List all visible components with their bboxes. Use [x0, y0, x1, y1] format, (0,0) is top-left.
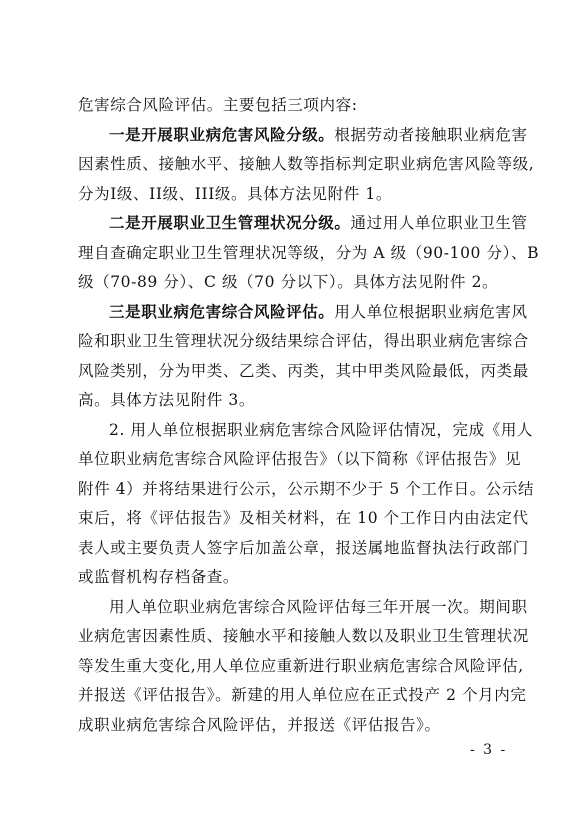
text-line: 一是开展职业病危害风险分级。根据劳动者接触职业病危害 [109, 124, 528, 144]
body-text [78, 90, 540, 739]
text-line: 2. 用人单位根据职业病危害综合风险评估情况，完成《用人 [109, 420, 534, 439]
text-line: 成职业病危害综合风险评估，并报送《评估报告》。 [78, 715, 441, 734]
text-line: 束后，将《评估报告》及相关材料，在 10 个工作日内由法定代 [78, 509, 529, 527]
text-line: 险和职业卫生管理状况分级结果综合评估，得出职业病危害综合 [78, 332, 529, 350]
text-line: 风险类别，分为甲类、乙类、丙类，其中甲类风险最低，丙类最 [78, 361, 529, 380]
section-heading: 二是开展职业卫生管理状况分级。 [109, 213, 351, 232]
text-line: 分为I级、II级、III级。具体方法见附件 1。 [78, 184, 392, 203]
text-line: 并报送《评估报告》。新建的用人单位应在正式投产 2 个月内完 [78, 686, 527, 704]
text-line: 附件 4）并将结果进行公示，公示期不少于 5 个工作日。公示结 [78, 479, 535, 498]
section-heading: 一是开展职业病危害风险分级。 [109, 124, 335, 144]
text-line: 级（70-89 分）、C 级（70 分以下）。具体方法见附件 2。 [78, 273, 499, 291]
page-number: - 3 - [470, 742, 508, 758]
text-line: 高。具体方法见附件 3。 [78, 391, 255, 409]
text-line: 因素性质、接触水平、接触人数等指标判定职业病危害风险等级, [78, 155, 535, 173]
text-line: 单位职业病危害综合风险评估报告》（以下简称《评估报告》见 [78, 450, 522, 468]
text-line: 二是开展职业卫生管理状况分级。通过用人单位职业卫生管 [109, 213, 528, 232]
section-heading: 三是职业病危害综合风险评估。 [109, 301, 335, 321]
text-line: 业病危害因素性质、接触水平和接触人数以及职业卫生管理状况 [78, 627, 529, 645]
text-line: 表人或主要负责人签字后加盖公章，报送属地监督执法行政部门 [78, 538, 529, 557]
text-line: 或监督机构存档备查。 [78, 568, 240, 586]
text-line: 等发生重大变化,用人单位应重新进行职业病危害综合风险评估, [78, 656, 524, 675]
text-line: 用人单位职业病危害综合风险评估每三年开展一次。期间职 [109, 597, 528, 616]
text-line: 危害综合风险评估。主要包括三项内容: [78, 96, 358, 114]
text-line: 三是职业病危害综合风险评估。用人单位根据职业病危害风 [109, 301, 528, 321]
text-line: 理自查确定职业卫生管理状况等级，分为 A 级（90-100 分）、B [78, 243, 540, 262]
